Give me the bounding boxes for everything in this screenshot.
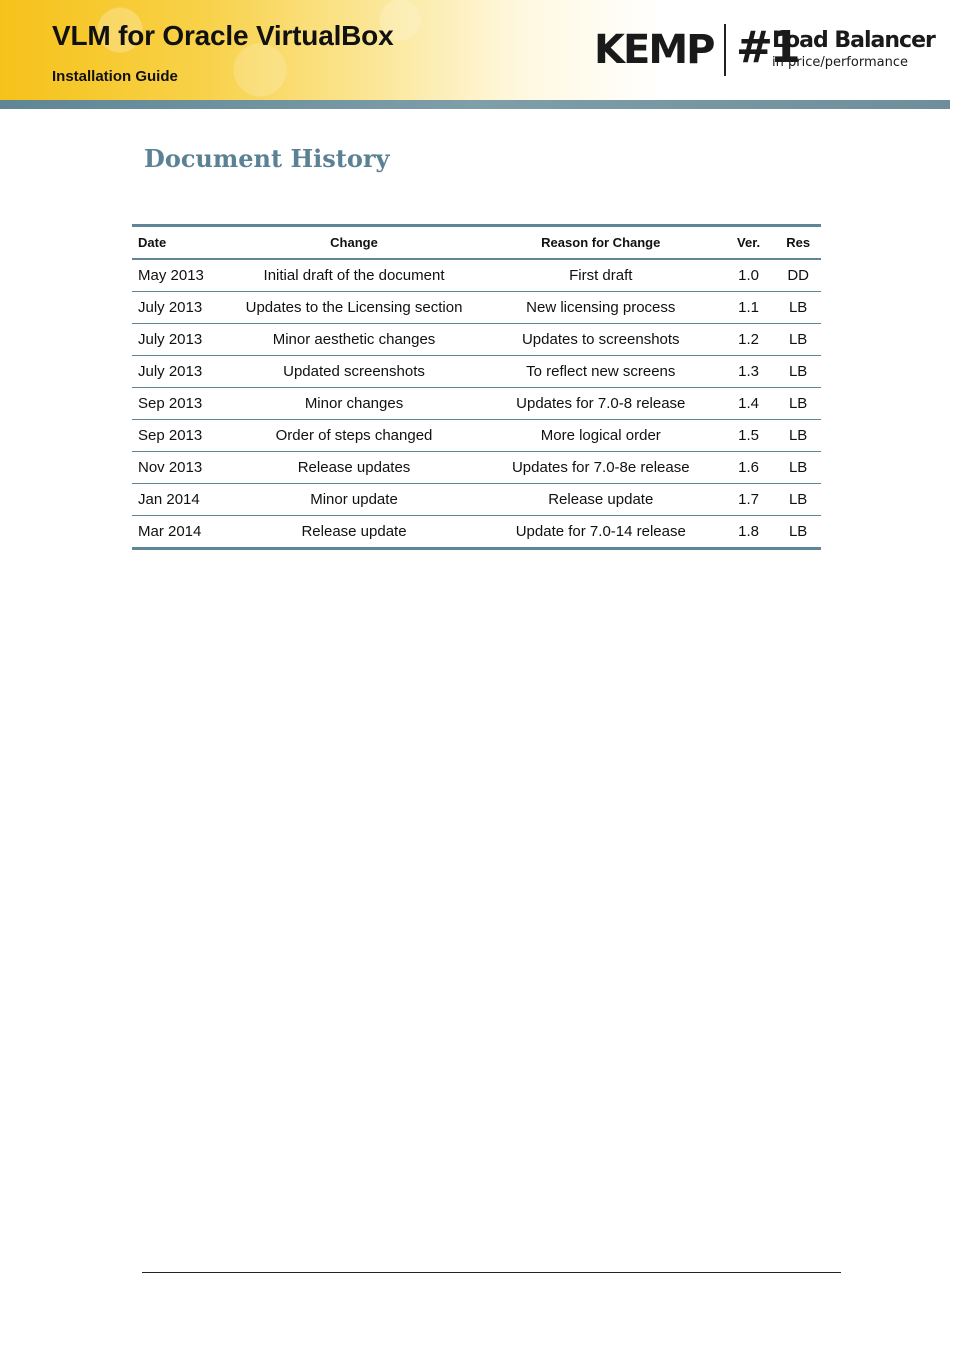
column-header-reason: Reason for Change <box>480 226 722 260</box>
cell-responsible: LB <box>775 324 821 356</box>
table-row <box>132 259 821 292</box>
cell-date: Mar 2014 <box>132 516 228 549</box>
cell-responsible: DD <box>787 267 809 284</box>
cell-change: Updates to the Licensing section <box>228 292 479 324</box>
cell-reason: Update for 7.0-14 release <box>480 516 722 549</box>
cell-change: Initial draft of the document <box>263 267 445 284</box>
cell-date: Jan 2014 <box>132 484 228 516</box>
cell-version: 1.6 <box>722 452 775 484</box>
document-subtitle: Installation Guide <box>52 68 178 85</box>
cell-version: 1.0 <box>738 267 760 284</box>
header-divider-bar <box>0 100 950 109</box>
cell-version: 1.4 <box>722 388 775 420</box>
cell-version: 1.2 <box>722 324 775 356</box>
cell-change: Release updates <box>228 452 479 484</box>
cell-responsible: LB <box>775 356 821 388</box>
cell-responsible: LB <box>775 484 821 516</box>
cell-change: Minor update <box>228 484 479 516</box>
document-history-table <box>132 224 821 550</box>
cell-date: July 2013 <box>132 356 228 388</box>
cell-date: May 2013 <box>138 267 204 284</box>
table-row <box>132 324 821 356</box>
cell-responsible: LB <box>775 388 821 420</box>
cell-version: 1.3 <box>722 356 775 388</box>
cell-version: 1.8 <box>722 516 775 549</box>
cell-date: Sep 2013 <box>132 388 228 420</box>
cell-responsible: LB <box>775 516 821 549</box>
cell-responsible: LB <box>775 452 821 484</box>
table-row <box>132 516 821 549</box>
column-header-change: Change <box>228 226 479 260</box>
cell-version: 1.7 <box>722 484 775 516</box>
cell-reason: Release update <box>480 484 722 516</box>
cell-reason: Updates for 7.0-8 release <box>480 388 722 420</box>
cell-version: 1.5 <box>722 420 775 452</box>
cell-reason: New licensing process <box>480 292 722 324</box>
cell-reason: Updates for 7.0-8e release <box>480 452 722 484</box>
table-header-row <box>132 226 821 260</box>
cell-change: Minor changes <box>228 388 479 420</box>
table-row <box>132 356 821 388</box>
column-header-version: Ver. <box>722 226 775 260</box>
column-header-date: Date <box>132 226 228 260</box>
cell-change: Order of steps changed <box>228 420 479 452</box>
logo-brand: KEMP <box>594 27 714 73</box>
logo-tagline-sub: in price/performance <box>772 55 908 70</box>
document-title: VLM for Oracle VirtualBox <box>52 20 394 51</box>
cell-date: Sep 2013 <box>132 420 228 452</box>
cell-date: Nov 2013 <box>132 452 228 484</box>
logo-tagline-main: Load Balancer <box>772 28 935 53</box>
cell-date: July 2013 <box>132 292 228 324</box>
table-row <box>132 388 821 420</box>
cell-version: 1.1 <box>722 292 775 324</box>
logo-rank: #1 <box>736 22 798 73</box>
footer-rule <box>142 1272 841 1273</box>
cell-responsible: LB <box>775 420 821 452</box>
table-row <box>132 292 821 324</box>
page-header <box>0 0 950 100</box>
logo-divider <box>724 24 726 76</box>
cell-reason: Updates to screenshots <box>480 324 722 356</box>
cell-date: July 2013 <box>132 324 228 356</box>
cell-change: Minor aesthetic changes <box>228 324 479 356</box>
table-row <box>132 484 821 516</box>
cell-reason: More logical order <box>480 420 722 452</box>
cell-reason: To reflect new screens <box>480 356 722 388</box>
column-header-responsible: Res <box>775 226 821 260</box>
cell-reason: First draft <box>569 267 633 284</box>
table-row <box>132 420 821 452</box>
table-row <box>132 452 821 484</box>
section-title: Document History <box>144 144 390 173</box>
cell-change: Release update <box>228 516 479 549</box>
cell-change: Updated screenshots <box>228 356 479 388</box>
cell-responsible: LB <box>775 292 821 324</box>
kemp-logo <box>594 22 935 80</box>
